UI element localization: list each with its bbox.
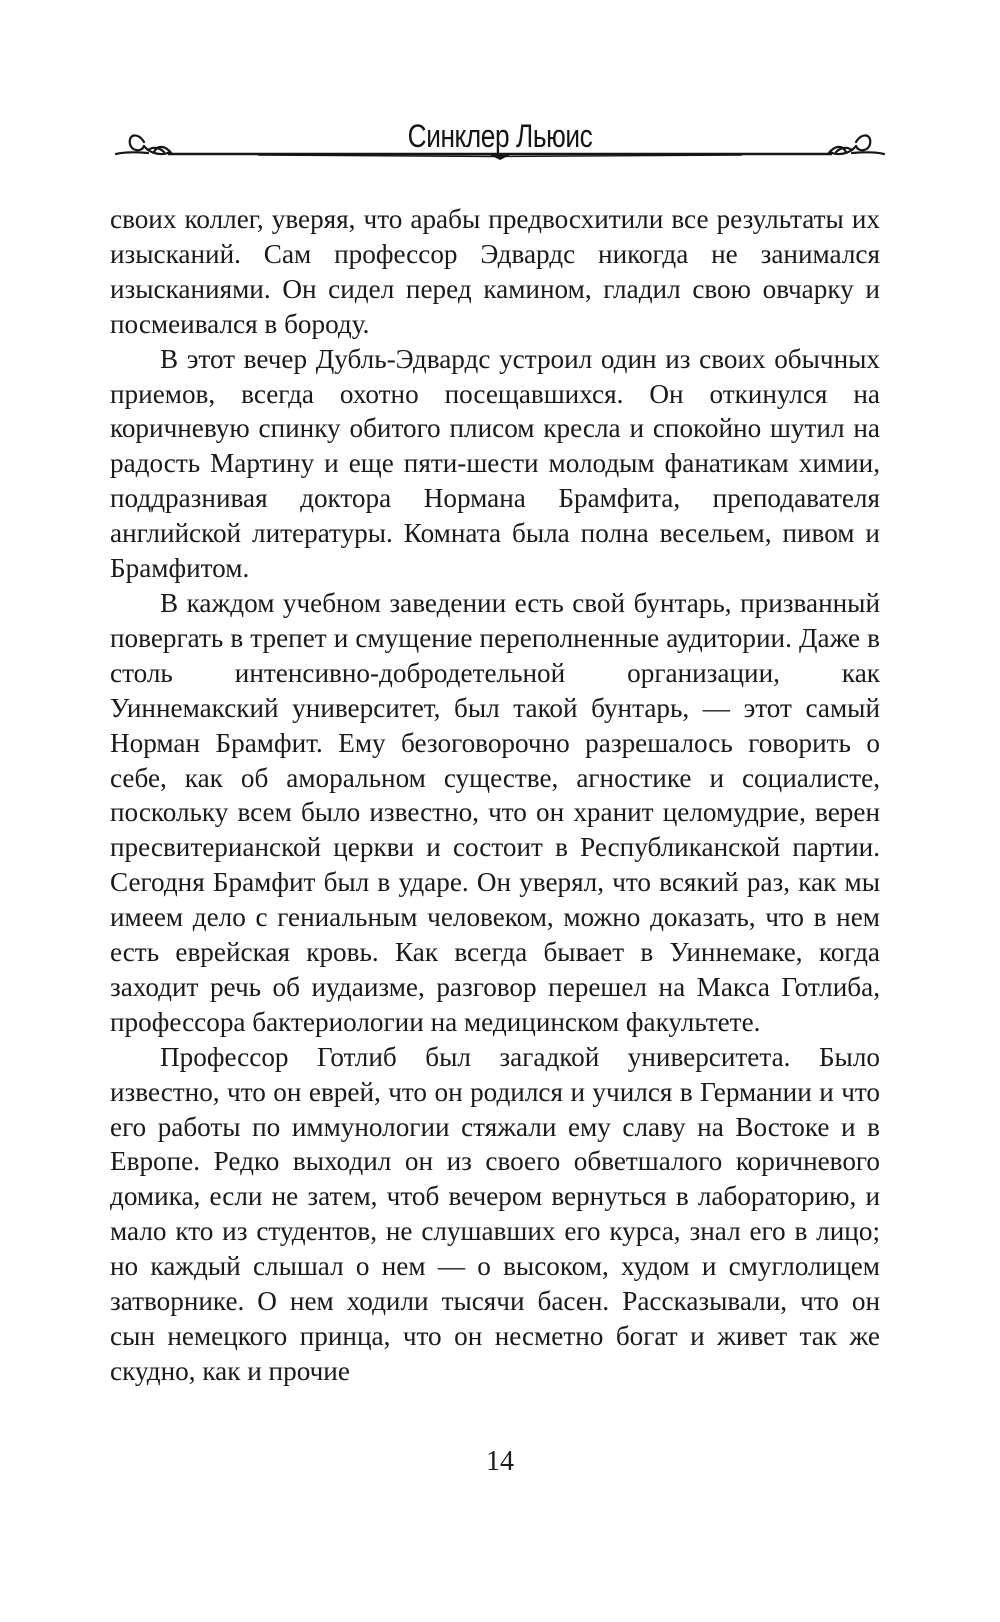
right-flourish-icon [828, 135, 884, 154]
running-header-title: Синклер Льюис [407, 118, 593, 154]
paragraph-1: своих коллег, уверяя, что арабы предвосхитили все результаты их изысканий. Сам профессор Эдвардс никогда не занимался изысканиями. Он сидел перед камином, гладил свою овчарку и посмеивался в бороду. [110, 204, 880, 339]
running-header [108, 112, 892, 172]
paragraph-4: Профессор Готлиб был загадкой университета. Было известно, что он еврей, что он родился и учился в Германии и что его работы по иммунологии стяжали ему славу на Востоке и в Европе. Редко выходил он из своего обветшалого коричневого домика, если не затем, чтоб вечером вернуться в лабораторию, и мало кто из студентов, не слушавших его курса, знал его в лицо; но каждый слышал о нем — о высоком, худом и смуглолицем затворнике. О нем ходили тысячи басен. Рассказывали, что он сын немецкого принца, что он несметно богат и живет так же скудно, как и прочие [110, 1041, 880, 1386]
paragraph-3: В каждом учебном заведении есть свой бунтарь, призванный повергать в трепет и смущение переполненные аудитории. Даже в столь интенсивно-добродетельной организации, как Уиннемакский университет, был такой бунтарь, — этот самый Норман Брамфит. Ему безоговорочно разрешалось говорить о себе, как об аморальном существе, агностике и социалисте, поскольку всем было известно, что он хранит целомудрие, верен пресвитерианской церкви и состоит в Республиканской партии. Сегодня Брамфит был в ударе. Он уверял, что всякий раз, как мы имеем дело с гениальным человеком, можно доказать, что в нем есть еврейская кровь. Как всегда бывает в Уиннемаке, когда заходит речь об иудаизме, разговор перешел на Макса Готлиба, профессора бактериологии на медицинском факультете. [110, 587, 880, 1037]
left-flourish-icon [116, 135, 172, 154]
page-number: 14 [486, 1446, 514, 1477]
body-text [110, 202, 880, 1389]
paragraph-2: В этот вечер Дубль-Эдвардс устроил один из своих обычных приемов, всегда охотно посещавшихся. Он откинулся на коричневую спинку обитого плисом кресла и спокойно шутил на радость Мартину и еще пяти-шести молодым фанатикам химии, поддразнивая доктора Нормана Брамфита, преподавателя английской литературы. Комната была полна весельем, пивом и Брамфитом. [110, 343, 880, 584]
